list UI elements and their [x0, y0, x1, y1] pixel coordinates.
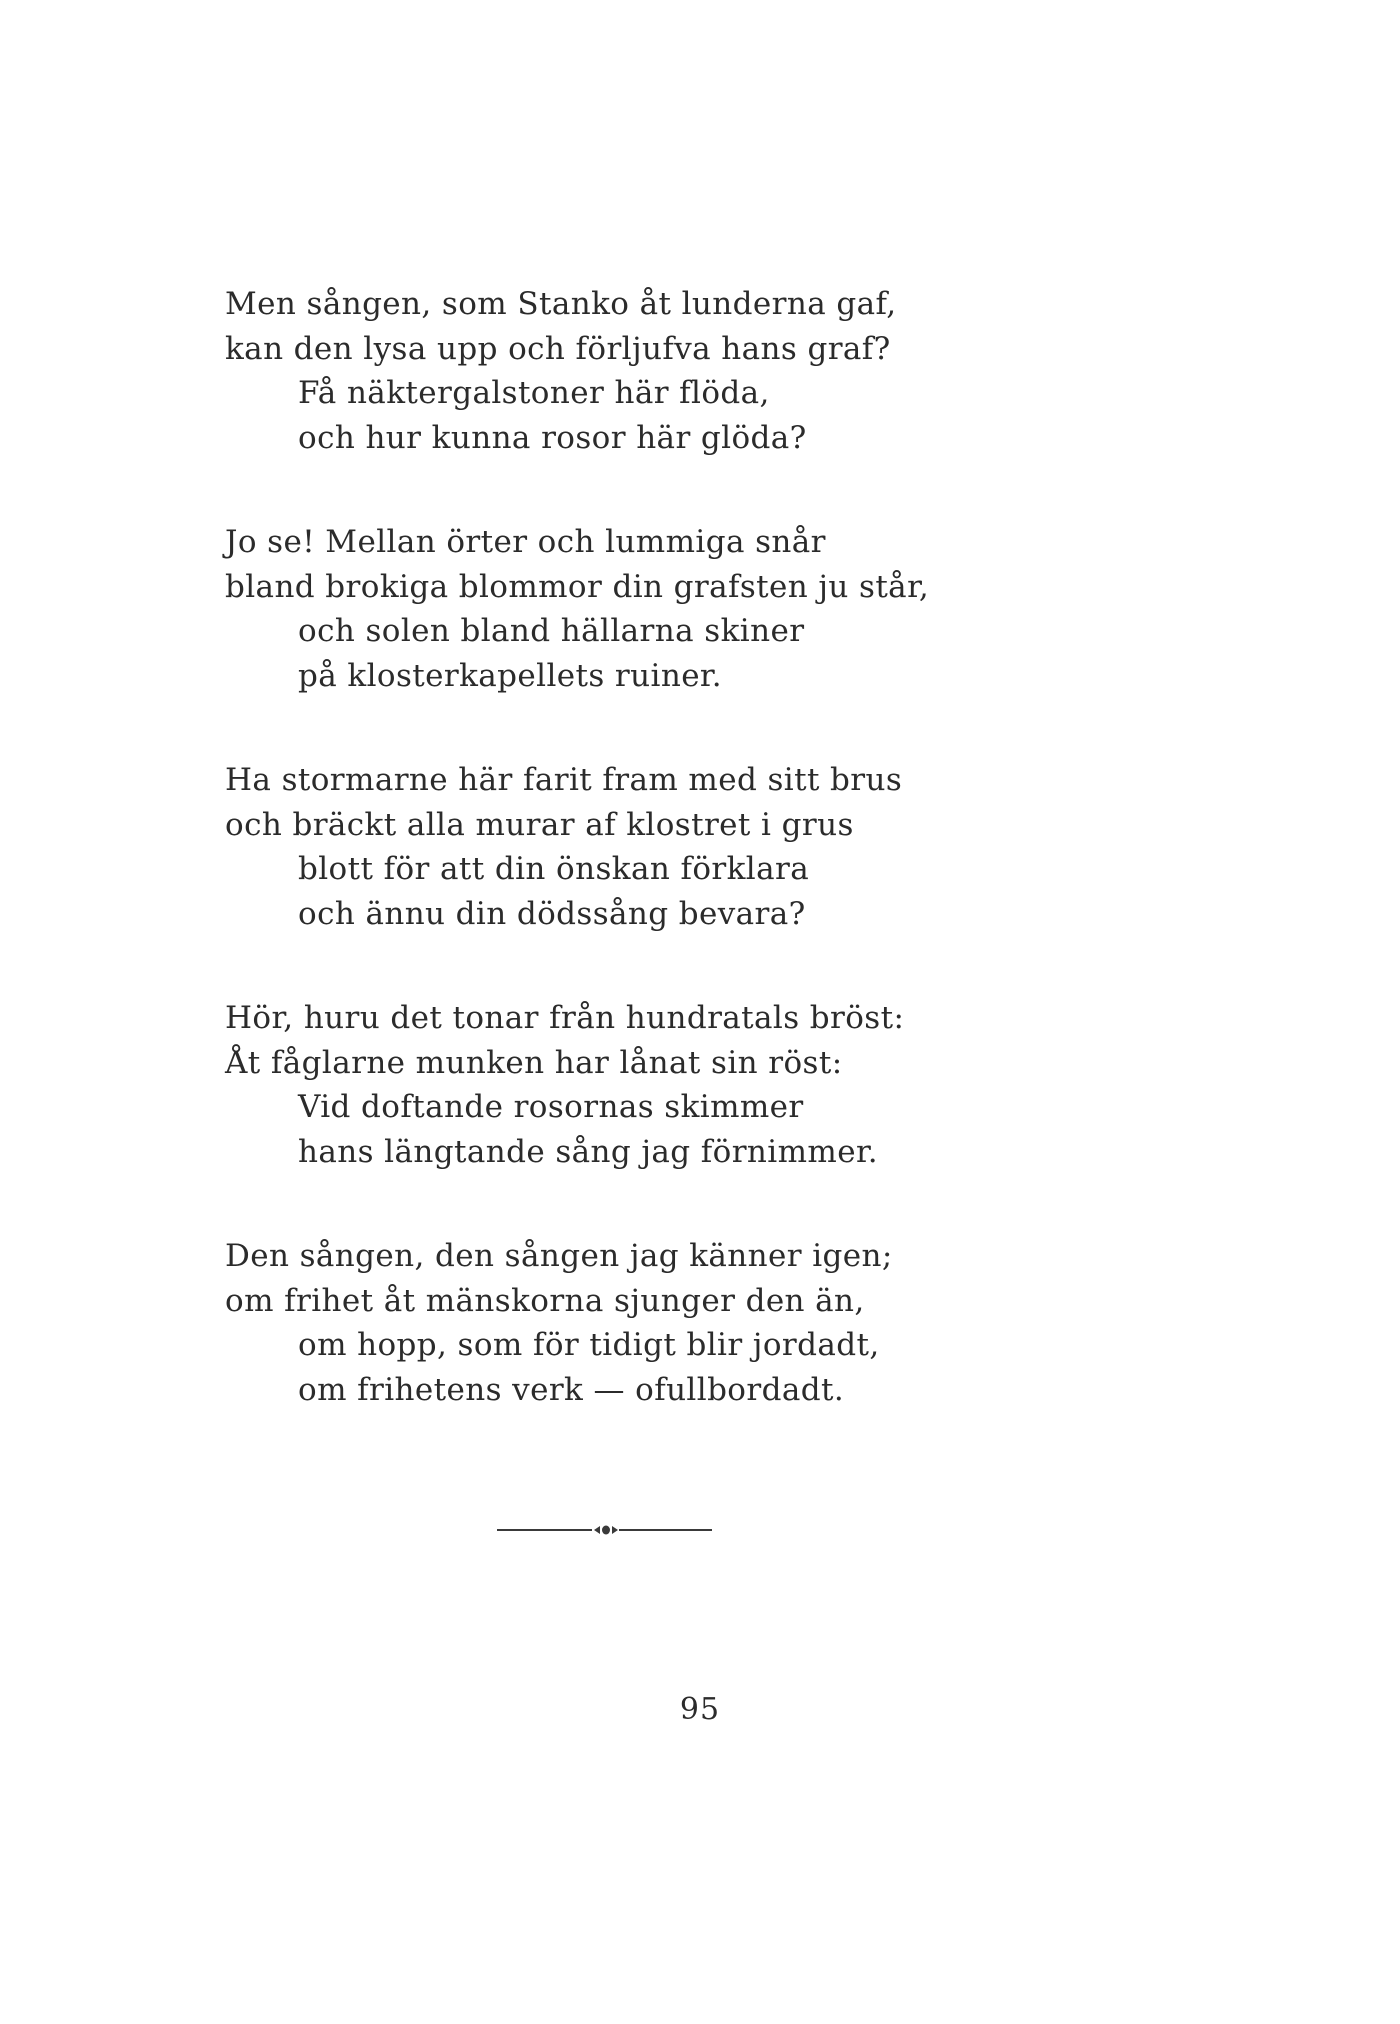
verse-line: och bräckt alla murar af klostret i grus	[225, 806, 854, 843]
stanza-5	[225, 1234, 1225, 1412]
flourish-knot-icon	[594, 1524, 618, 1536]
stanza-4	[225, 996, 1225, 1174]
verse-line-indented: och ännu din dödssång bevara?	[298, 895, 806, 932]
verse-line-indented: blott för att din önskan förklara	[298, 851, 810, 887]
verse-line-indented: på klosterkapellets ruiner.	[298, 657, 723, 694]
poem	[225, 282, 1225, 1472]
stanza-1	[225, 282, 1225, 460]
verse-line-indented: Vid doftande rosornas skimmer	[298, 1089, 804, 1125]
rule-right-segment	[619, 1529, 712, 1531]
rule-left-segment	[497, 1529, 592, 1531]
verse-line-indented: och hur kunna rosor här glöda?	[298, 419, 807, 456]
verse-line: om frihet åt mänskorna sjunger den än,	[225, 1282, 865, 1319]
verse-line-indented: och solen bland hällarna skiner	[298, 613, 805, 649]
stanza-2	[225, 520, 1225, 698]
verse-line: Ha stormarne här farit fram med sitt brus	[225, 762, 903, 798]
verse-line: Hör, huru det tonar från hundratals bröst:	[225, 1000, 905, 1036]
verse-line: Den sången, den sången jag känner igen;	[225, 1238, 893, 1274]
verse-line-indented: Få näktergalstoner här flöda,	[298, 375, 770, 411]
verse-line-indented: om frihetens verk — ofullbordadt.	[298, 1371, 845, 1408]
verse-line-indented: hans längtande sång jag förnimmer.	[298, 1133, 879, 1170]
verse-line: bland brokiga blommor din grafsten ju står,	[225, 568, 930, 605]
stanza-3	[225, 758, 1225, 936]
page-number: 95	[679, 1692, 721, 1727]
verse-line: Åt fåglarne munken har lånat sin röst:	[225, 1044, 843, 1081]
verse-line: Jo se! Mellan örter och lummiga snår	[225, 524, 826, 560]
decorative-rule	[497, 1523, 712, 1537]
verse-line: kan den lysa upp och förljufva hans graf?	[225, 330, 891, 367]
verse-line: Men sången, som Stanko åt lunderna gaf,	[225, 286, 897, 322]
verse-line-indented: om hopp, som för tidigt blir jordadt,	[298, 1327, 880, 1363]
